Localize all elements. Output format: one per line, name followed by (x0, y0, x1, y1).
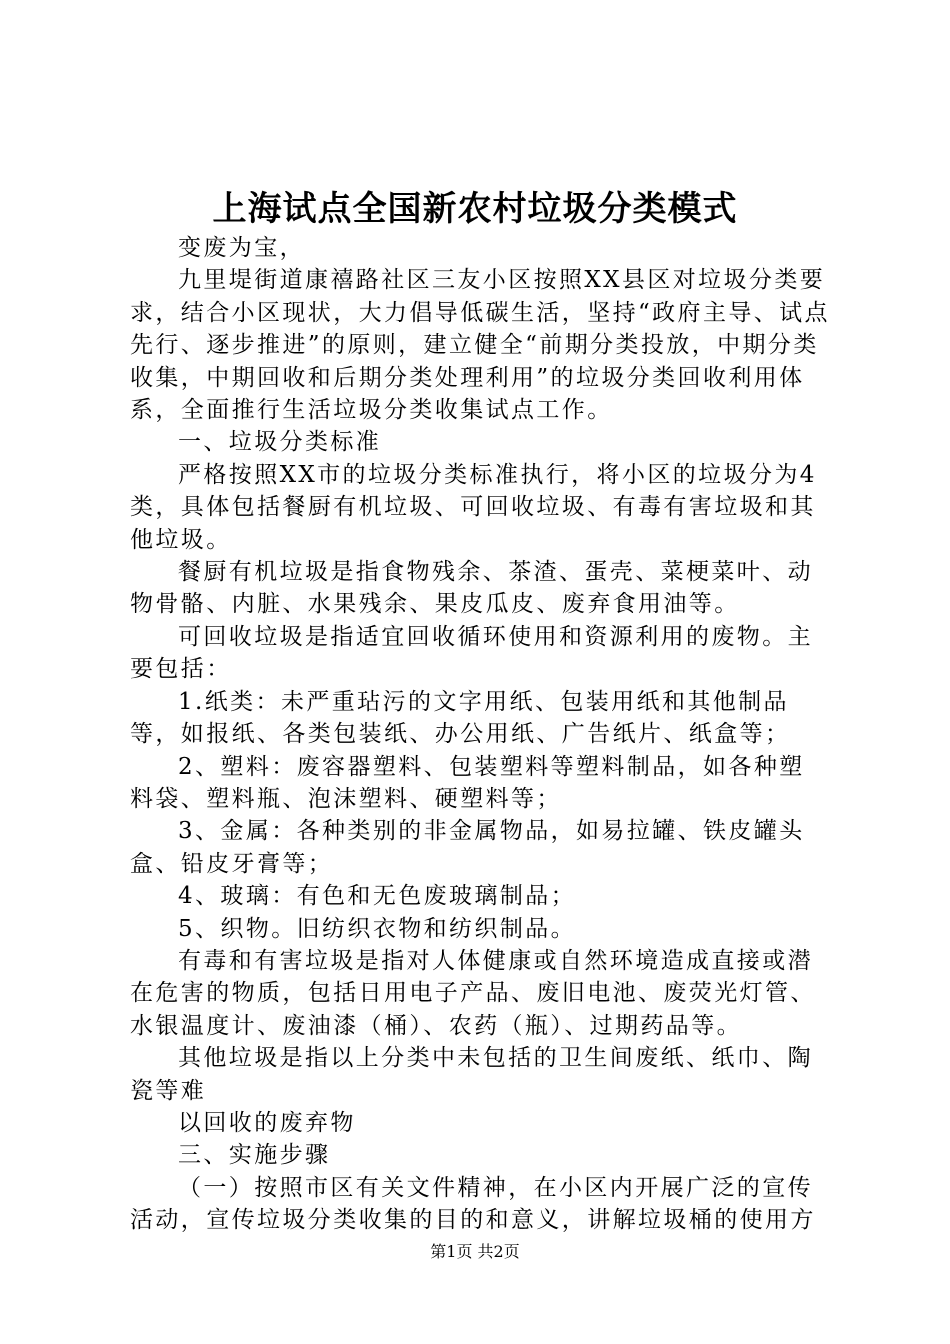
paragraph: 有毒和有害垃圾是指对人体健康或自然环境造成直接或潜在危害的物质，包括日用电子产品、废旧电池、废荧光灯管、水银温度计、废油漆（桶）、农药（瓶）、过期药品等。 (130, 947, 816, 1039)
list-item: 3、金属：各种类别的非金属物品，如易拉罐、铁皮罐头盒、铅皮牙膏等； (130, 818, 805, 877)
paragraph: 严格按照XX市的垃圾分类标准执行，将小区的垃圾分为4类，具体包括餐厨有机垃圾、可回收垃圾、有毒有害垃圾和其他垃圾。 (130, 461, 817, 553)
section-heading: 一、垃圾分类标准 (178, 429, 382, 456)
paragraph: 九里堤街道康禧路社区三友小区按照XX县区对垃圾分类要求，结合小区现状，大力倡导低碳生活，坚持“政府主导、试点先行、逐步推进”的原则，建立健全“前期分类投放，中期分类收集，中期回收和后期分类处理利用”的垃圾分类回收利用体系，全面推行生活垃圾分类收集试点工作。 (130, 267, 830, 424)
paragraph: 变废为宝， (178, 235, 305, 261)
list-item: 4、玻璃：有色和无色废玻璃制品； (178, 883, 577, 910)
list-item: 5、织物。旧纺织衣物和纺织制品。 (178, 915, 577, 942)
paragraph: 餐厨有机垃圾是指食物残余、茶渣、蛋壳、菜梗菜叶、动物骨骼、内脏、水果残余、果皮瓜皮、废弃食用油等。 (130, 559, 813, 618)
paragraph: （一）按照市区有关文件精神，在小区内开展广泛的宣传活动，宣传垃圾分类收集的目的和意义，讲解垃圾桶的使用方 (130, 1174, 816, 1234)
paragraph: 其他垃圾是指以上分类中未包括的卫生间废纸、纸巾、陶瓷等难 (130, 1045, 813, 1104)
document-body (130, 232, 830, 1237)
paragraph: 可回收垃圾是指适宜回收循环使用和资源利用的废物。主要包括： (130, 623, 813, 683)
page-footer: 第1页 共2页 (430, 1242, 520, 1261)
paragraph: 以回收的废弃物 (178, 1109, 356, 1136)
list-item: 2、塑料：废容器塑料、包装塑料等塑料制品，如各种塑料袋、塑料瓶、泡沫塑料、硬塑料等； (130, 753, 805, 812)
section-heading: 三、实施步骤 (178, 1142, 331, 1169)
list-item: 1.纸类：未严重玷污的文字用纸、包装用纸和其他制品等，如报纸、各类包装纸、办公用纸、广告纸片、纸盒等； (130, 688, 791, 748)
document-title: 上海试点全国新农村垃圾分类模式 (212, 189, 738, 229)
